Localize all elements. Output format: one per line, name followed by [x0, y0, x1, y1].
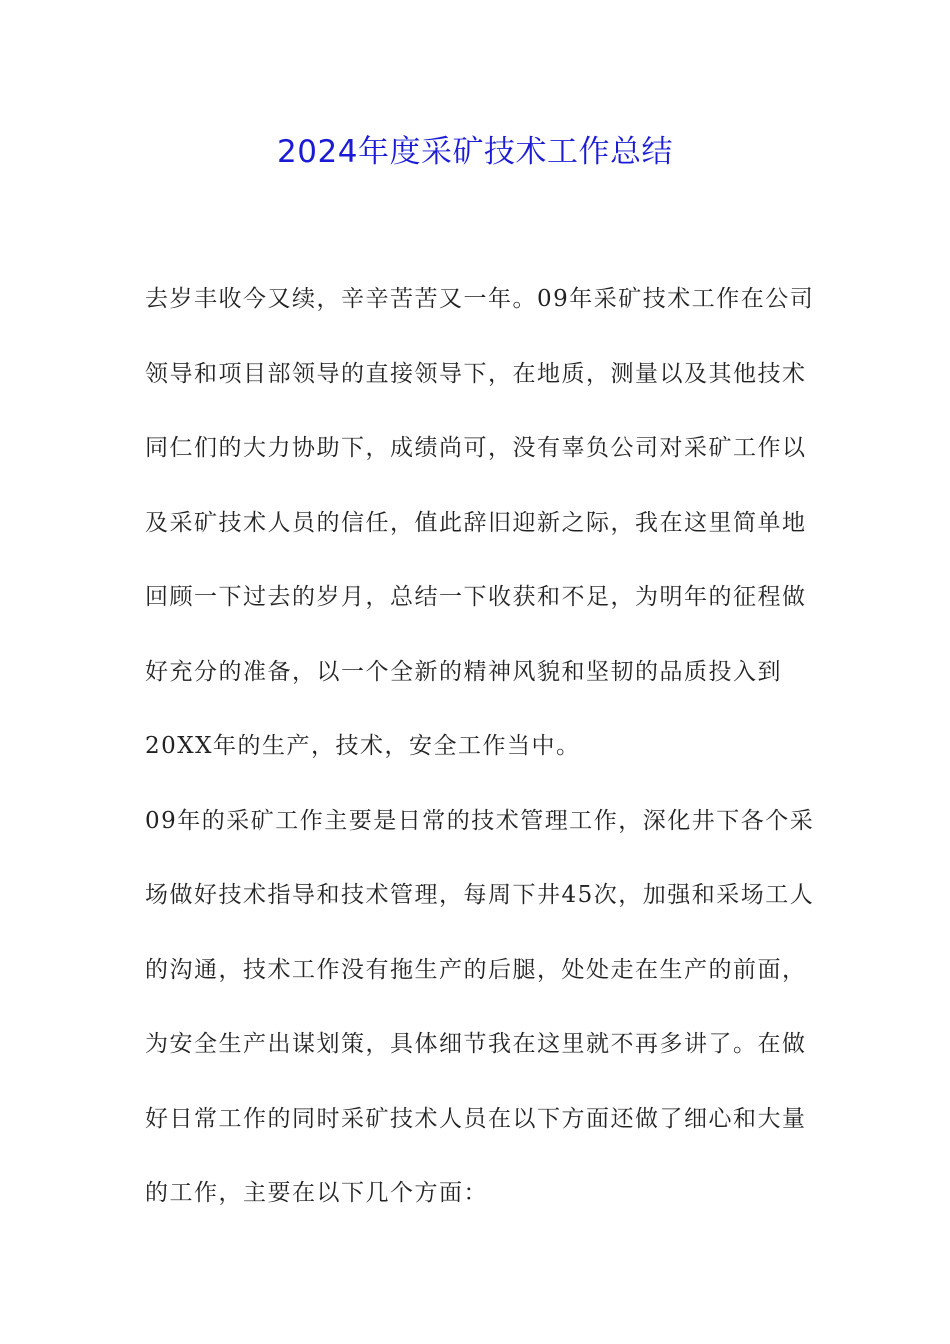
- paragraph-line: 20XX年的生产，技术，安全工作当中。: [145, 733, 581, 759]
- paragraph-line: 09年的采矿工作主要是日常的技术管理工作，深化井下各个采: [145, 807, 815, 834]
- paragraph-line: 为安全生产出谋划策，具体细节我在这里就不再多讲了。在做: [145, 1031, 807, 1057]
- paragraph-1: [145, 262, 815, 784]
- paragraph-line: 领导和项目部领导的直接领导下，在地质，测量以及其他技术: [145, 360, 807, 387]
- paragraph-line: 的沟通，技术工作没有拖生产的后腿，处处走在生产的前面，: [145, 956, 807, 983]
- paragraph-line: 去岁丰收今又续，辛辛苦苦又一年。09年采矿技术工作在公司: [145, 286, 815, 312]
- paragraph-line: 及采矿技术人员的信任，值此辞旧迎新之际，我在这里简单地: [145, 509, 807, 536]
- paragraph-2: [145, 784, 815, 1231]
- paragraph-line: 好充分的准备，以一个全新的精神风貌和坚韧的品质投入到: [145, 658, 782, 685]
- document-body: [145, 262, 815, 1231]
- paragraph-line: 同仁们的大力协助下，成绩尚可，没有辜负公司对采矿工作以: [145, 435, 807, 461]
- document-title: 2024年度采矿技术工作总结: [277, 134, 673, 170]
- paragraph-line: 场做好技术指导和技术管理，每周下井45次，加强和采场工人: [145, 882, 815, 908]
- paragraph-line: 回顾一下过去的岁月，总结一下收获和不足，为明年的征程做: [145, 584, 807, 610]
- paragraph-line: 的工作，主要在以下几个方面：: [145, 1180, 488, 1206]
- paragraph-line: 好日常工作的同时采矿技术人员在以下方面还做了细心和大量: [145, 1105, 807, 1132]
